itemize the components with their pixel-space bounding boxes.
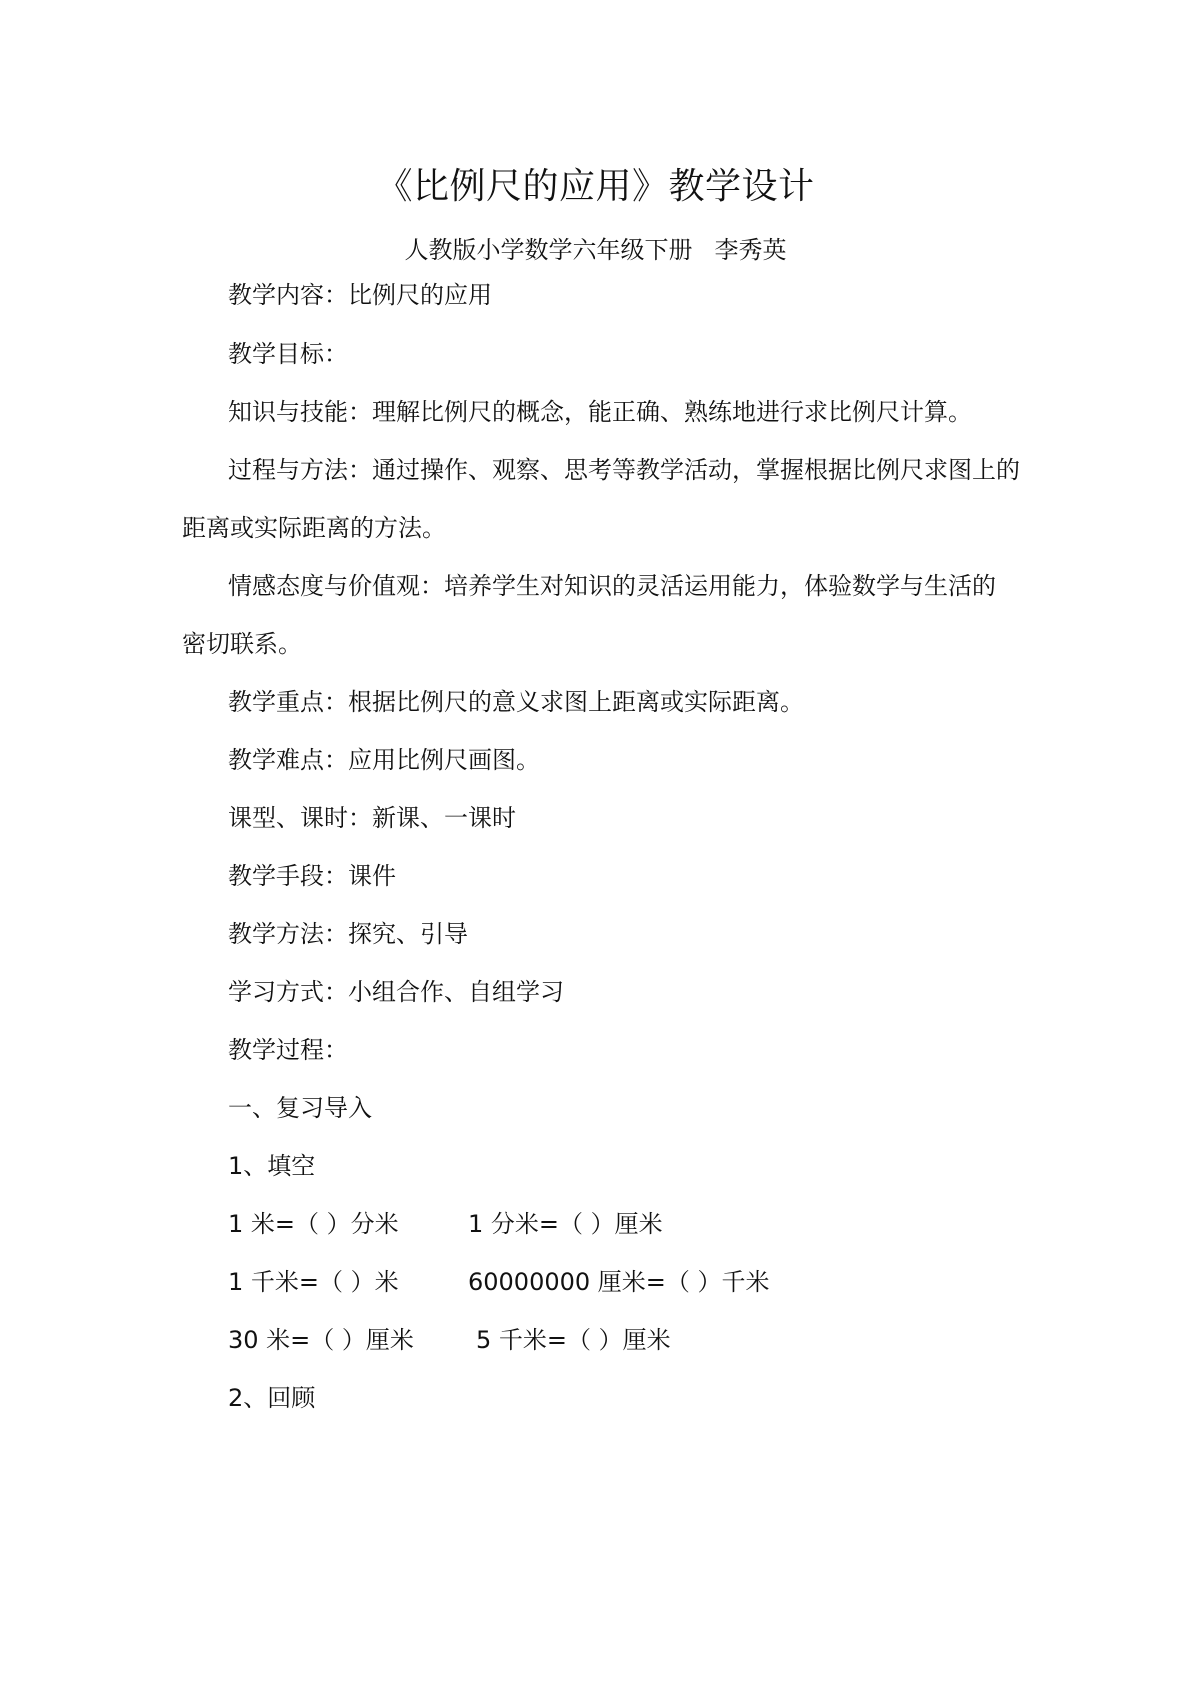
teaching-objectives-heading: 教学目标：: [228, 340, 348, 368]
lesson-type-period: 课型、课时：新课、一课时: [228, 804, 516, 832]
fill-item: 5 千米=（ ）厘米: [476, 1326, 671, 1354]
fill-in-blank-heading: 1、填空: [228, 1152, 316, 1180]
teaching-means: 教学手段：课件: [228, 862, 396, 890]
fill-row: [228, 1324, 671, 1356]
fill-item: 60000000 厘米=（ ）千米: [468, 1268, 770, 1296]
fill-item: 1 米=（ ）分米: [228, 1210, 399, 1238]
fill-row: [228, 1266, 770, 1298]
document-subtitle: [0, 234, 1191, 266]
teaching-content: 教学内容：比例尺的应用: [228, 281, 492, 309]
objective-process-method: 过程与方法：通过操作、观察、思考等教学活动，掌握根据比例尺求图上的: [228, 456, 1020, 484]
author-name: 李秀英: [714, 236, 787, 264]
teaching-key-point: 教学重点：根据比例尺的意义求图上距离或实际距离。: [228, 688, 804, 716]
objective-emotion-values-cont: 密切联系。: [182, 630, 302, 658]
teaching-process-heading: 教学过程：: [228, 1036, 348, 1064]
review-heading: 2、回顾: [228, 1384, 316, 1412]
document-title: 《比例尺的应用》教学设计: [376, 166, 815, 207]
fill-item: 1 千米=（ ）米: [228, 1268, 399, 1296]
learning-mode: 学习方式：小组合作、自组学习: [228, 978, 564, 1006]
fill-item: 30 米=（ ）厘米: [228, 1326, 414, 1354]
objective-knowledge-skills: 知识与技能：理解比例尺的概念，能正确、熟练地进行求比例尺计算。: [228, 398, 972, 426]
fill-row: [228, 1208, 663, 1240]
objective-process-method-cont: 距离或实际距离的方法。: [182, 514, 446, 542]
textbook-edition: 人教版小学数学六年级下册: [404, 236, 693, 264]
section-review-intro: 一、复习导入: [228, 1094, 372, 1122]
teaching-difficulty: 教学难点：应用比例尺画图。: [228, 746, 540, 774]
teaching-method: 教学方法：探究、引导: [228, 920, 468, 948]
objective-emotion-values: 情感态度与价值观：培养学生对知识的灵活运用能力，体验数学与生活的: [228, 572, 996, 600]
fill-item: 1 分米=（ ）厘米: [468, 1210, 663, 1238]
